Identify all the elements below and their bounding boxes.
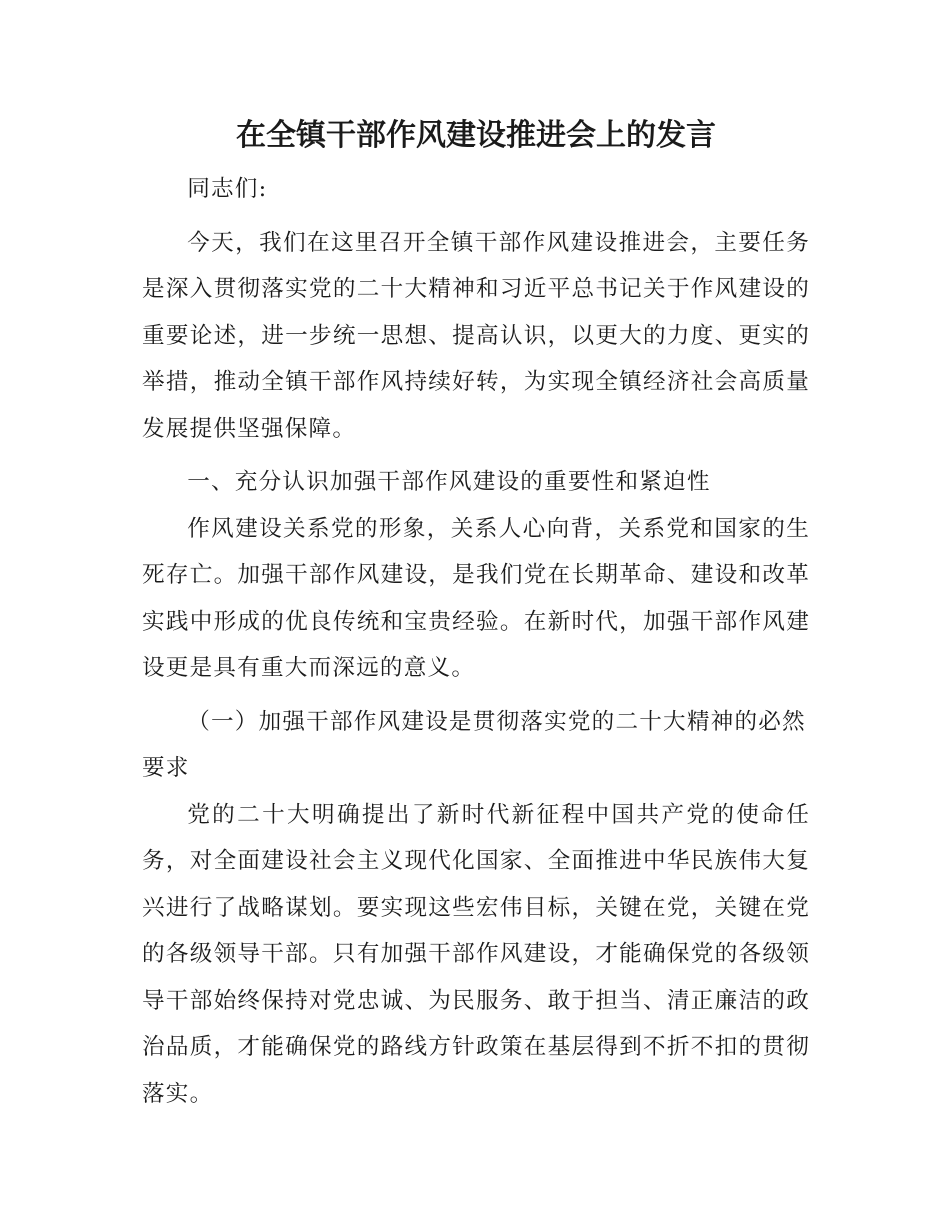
intro-paragraph: 今天，我们在这里召开全镇干部作风建设推进会，主要任务是深入贯彻落实党的二十大精神和习近平总书记关于作风建设的重要论述，进一步统一思想、提高认识，以更大的力度、更实的举措，推动全镇干部作风持续好转，为实现全镇经济社会高质量发展提供坚强保障。 — [142, 229, 810, 442]
section-heading-1: 一、充分认识加强干部作风建设的重要性和紧迫性 — [187, 469, 711, 495]
salutation: 同志们: — [187, 176, 268, 202]
subsection-1-paragraph: 党的二十大明确提出了新时代新征程中国共产党的使命任务，对全面建设社会主义现代化国家、全面推进中华民族伟大复兴进行了战略谋划。要实现这些宏伟目标，关键在党，关键在党的各级领导干部。只有加强干部作风建设，才能确保党的各级领导干部始终保持对党忠诚、为民服务、敢于担当、清正廉洁的政治品质，才能确保党的路线方针政策在基层得到不折不扣的贯彻落实。 — [142, 801, 810, 1107]
subsection-heading-1: （一）加强干部作风建设是贯彻落实党的二十大精神的必然要求 — [142, 708, 806, 781]
document-body — [142, 108, 810, 1117]
document-title: 在全镇干部作风建设推进会上的发言 — [236, 118, 716, 153]
section-1-paragraph: 作风建设关系党的形象，关系人心向背，关系党和国家的生死存亡。加强干部作风建设，是我们党在长期革命、建设和改革实践中形成的优良传统和宝贵经验。在新时代，加强干部作风建设更是具有重大而深远的意义。 — [142, 515, 810, 681]
